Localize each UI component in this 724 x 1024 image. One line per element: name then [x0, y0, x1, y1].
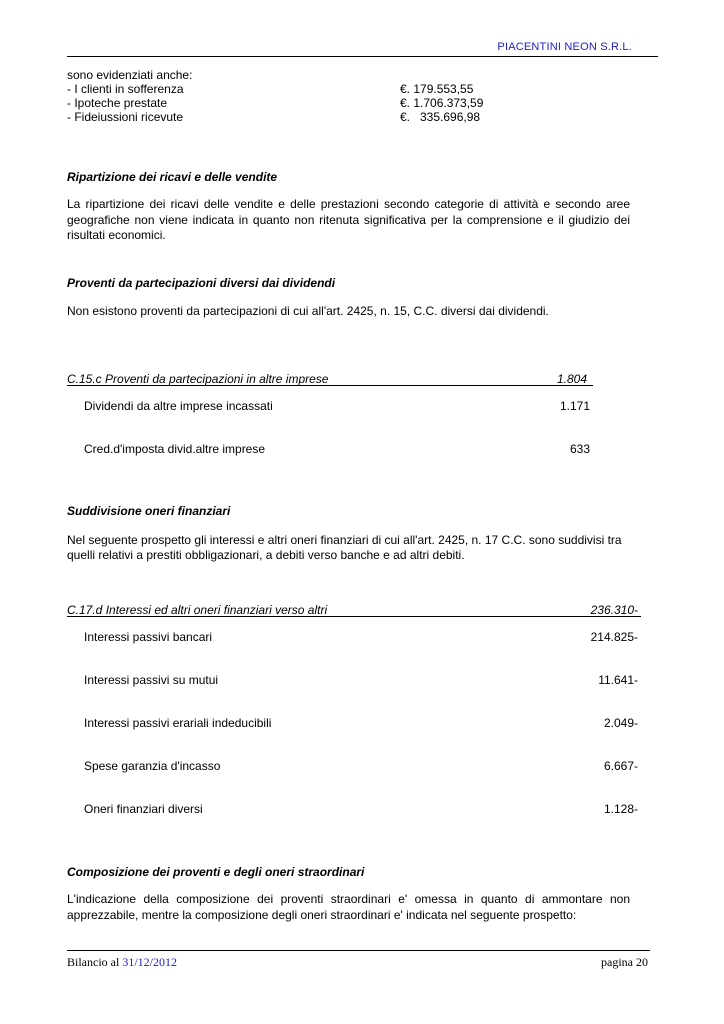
table-row-label: Interessi passivi bancari	[84, 630, 213, 644]
section-title-ricavi: Ripartizione dei ricavi e delle vendite	[67, 170, 278, 184]
table-row-value: 11.641-	[598, 673, 638, 687]
paragraph-oneri-line1: Nel seguente prospetto gli interessi e altri oneri finanziari di cui all'art. 2425, n. 17 C.C. sono suddivisi tra	[67, 533, 622, 547]
page-number: pagina 20	[601, 955, 648, 969]
paragraph-proventi: Non esistono proventi da partecipazioni di cui all'art. 2425, n. 15, C.C. diversi dai dividendi.	[67, 304, 549, 318]
table-row-value: 214.825-	[590, 630, 638, 644]
table-row-label: Cred.d'imposta divid.altre imprese	[84, 442, 266, 456]
footer-divider	[67, 950, 650, 951]
table-row-value: 6.667-	[603, 759, 638, 773]
footer-prefix: Bilancio al	[67, 955, 123, 969]
paragraph-straordinari: L'indicazione della composizione dei proventi straordinari e' omessa in quanto di ammontare non apprezzabile, mentre la composizione degli oneri straordinari e' indicata nel seguente prospetto:	[67, 892, 630, 922]
intro-item-label: - Fideiussioni ricevute	[67, 110, 184, 124]
table-c17-header-label: C.17.d Interessi ed altri oneri finanziari verso altri	[67, 603, 328, 617]
table-row-value: 1.171	[559, 399, 590, 413]
table-row-label: Oneri finanziari diversi	[84, 802, 203, 816]
paragraph-oneri-line2: quelli relativi a prestiti obbligazionari, a debiti verso banche e ad altri debiti.	[67, 548, 465, 562]
table-row-label: Spese garanzia d'incasso	[84, 759, 221, 773]
footer-date: 31/12/2012	[122, 955, 177, 969]
section-title-proventi: Proventi da partecipazioni diversi dai dividendi	[67, 276, 336, 290]
intro-lead: sono evidenziati anche:	[67, 68, 193, 82]
table-c17-header-value: 236.310-	[590, 603, 638, 617]
footer-balance-label	[67, 955, 177, 970]
table-c17-header-rule	[67, 616, 641, 617]
table-c15-header-rule	[67, 385, 593, 386]
paragraph-ricavi: La ripartizione dei ricavi delle vendite e delle prestazioni secondo categorie di attività e secondo aree geografiche non viene indicata in quanto non ritenuta significativa per la comprensione e il giudizio dei risultati economici.	[67, 197, 630, 242]
intro-item-amount: €. 1.706.373,59	[400, 96, 484, 110]
section-title-straordinari: Composizione dei proventi e degli oneri straordinari	[67, 865, 365, 879]
intro-item-amount: €. 335.696,98	[400, 110, 481, 124]
header-divider	[67, 56, 658, 57]
section-title-oneri: Suddivisione oneri finanziari	[67, 504, 231, 518]
table-row-label: Interessi passivi erariali indeducibili	[84, 716, 272, 730]
table-row-label: Interessi passivi su mutui	[84, 673, 219, 687]
table-row-value: 2.049-	[603, 716, 638, 730]
intro-item-label: - I clienti in sofferenza	[67, 82, 184, 96]
table-row-label: Dividendi da altre imprese incassati	[84, 399, 273, 413]
table-c15-header-label: C.15.c Proventi da partecipazioni in altre imprese	[67, 372, 329, 386]
table-row-value: 1.128-	[603, 802, 638, 816]
table-row-value: 633	[569, 442, 590, 456]
intro-item-amount: €. 179.553,55	[400, 82, 474, 96]
table-c15-header-value: 1.804	[556, 372, 587, 386]
company-name: PIACENTINI NEON S.R.L.	[497, 41, 632, 53]
intro-item-label: - Ipoteche prestate	[67, 96, 168, 110]
